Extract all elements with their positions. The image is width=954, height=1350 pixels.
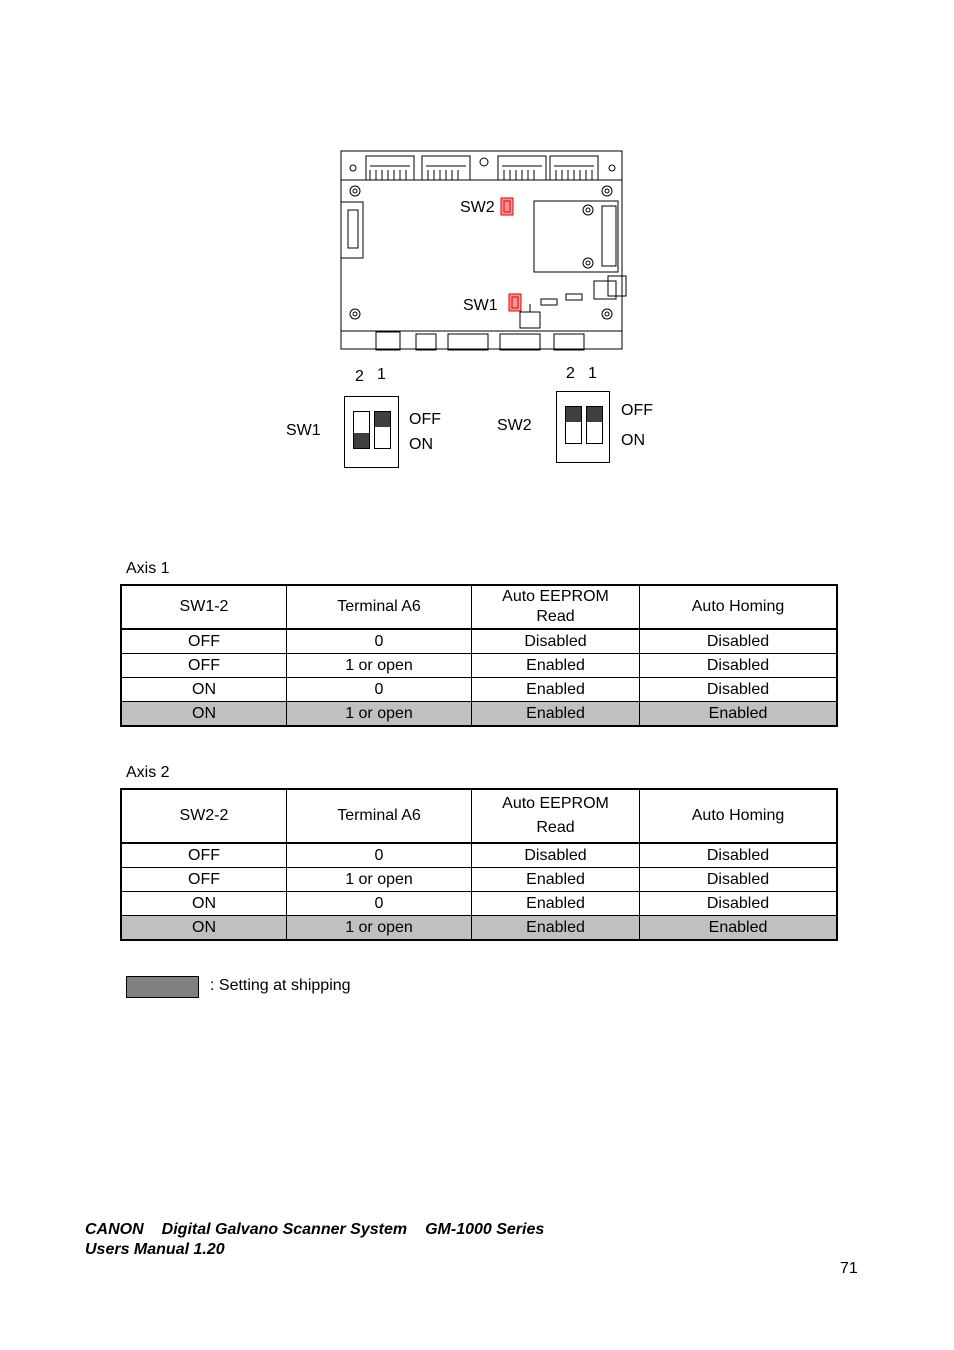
legend-text: : Setting at shipping — [210, 977, 351, 994]
sw2-slot-1 — [586, 406, 603, 444]
table-cell: 1 or open — [287, 916, 472, 941]
table-row — [121, 868, 837, 892]
table-row — [121, 892, 837, 916]
table-cell: ON — [121, 678, 287, 702]
sw1-dip-switch — [344, 396, 399, 468]
header-cell: Auto EEPROM Read — [472, 789, 640, 843]
sw2-position-2: 2 — [566, 365, 575, 382]
sw1-lever-2 — [354, 433, 369, 448]
table-cell: ON — [121, 916, 287, 941]
table-cell: OFF — [121, 629, 287, 654]
sw2-lever-1 — [587, 407, 602, 422]
sw1-on-label: ON — [409, 436, 433, 453]
sw1-label: SW1 — [286, 422, 321, 439]
footer-manual: Users Manual 1.20 — [85, 1241, 225, 1258]
axis2-caption: Axis 2 — [126, 764, 170, 781]
table-row — [121, 654, 837, 678]
sw2-label: SW2 — [497, 417, 532, 434]
axis1-caption: Axis 1 — [126, 560, 170, 577]
footer-title-line — [85, 1221, 544, 1239]
table-row-shipping-setting — [121, 916, 837, 941]
table-cell: Enabled — [472, 654, 640, 678]
table-cell: Disabled — [472, 843, 640, 868]
footer-series: GM-1000 Series — [425, 1221, 545, 1238]
table-cell: 0 — [287, 629, 472, 654]
header-cell: Auto Homing — [640, 585, 838, 629]
table-cell: Disabled — [640, 868, 838, 892]
sw1-highlight — [509, 294, 521, 311]
sw1-lever-1 — [375, 412, 390, 427]
footer-product: Digital Galvano Scanner System — [161, 1221, 408, 1238]
table-cell: ON — [121, 892, 287, 916]
header-cell: SW1-2 — [121, 585, 287, 629]
table-cell: 1 or open — [287, 868, 472, 892]
sw1-position-1: 1 — [377, 366, 386, 383]
table-cell: Disabled — [640, 678, 838, 702]
table-cell: Enabled — [640, 702, 838, 727]
table-cell: ON — [121, 702, 287, 727]
table-cell: Disabled — [472, 629, 640, 654]
header-cell: Auto EEPROM Read — [472, 585, 640, 629]
table-cell: 1 or open — [287, 654, 472, 678]
sw1-off-label: OFF — [409, 411, 441, 428]
table-cell: Disabled — [640, 654, 838, 678]
table-cell: Enabled — [472, 916, 640, 941]
table-cell: 1 or open — [287, 702, 472, 727]
footer-brand: CANON — [85, 1221, 144, 1238]
axis1-table — [120, 584, 838, 727]
table-row-shipping-setting — [121, 702, 837, 727]
sw1-slot-2 — [353, 411, 370, 449]
table-cell: OFF — [121, 654, 287, 678]
table-cell: Disabled — [640, 892, 838, 916]
table-cell: OFF — [121, 843, 287, 868]
table-cell: Disabled — [640, 843, 838, 868]
board-label-sw1: SW1 — [463, 297, 498, 314]
legend-swatch — [126, 976, 199, 998]
page-number: 71 — [840, 1260, 858, 1277]
sw1-slot-1 — [374, 411, 391, 449]
board-label-sw2: SW2 — [460, 199, 495, 216]
header-cell: SW2-2 — [121, 789, 287, 843]
table-cell: OFF — [121, 868, 287, 892]
axis2-table — [120, 788, 838, 941]
table-row — [121, 678, 837, 702]
table-row — [121, 629, 837, 654]
table-cell: Enabled — [472, 678, 640, 702]
table-cell: Enabled — [472, 702, 640, 727]
table-cell: 0 — [287, 843, 472, 868]
table-cell: Enabled — [472, 868, 640, 892]
table-cell: Enabled — [640, 916, 838, 941]
sw2-on-label: ON — [621, 432, 645, 449]
table-row — [121, 843, 837, 868]
board-diagram — [336, 146, 632, 356]
table-cell: Enabled — [472, 892, 640, 916]
sw1-position-2: 2 — [355, 368, 364, 385]
sw2-highlight — [501, 198, 513, 215]
sw2-dip-switch — [556, 391, 610, 463]
sw2-lever-2 — [566, 407, 581, 422]
header-cell: Terminal A6 — [287, 789, 472, 843]
header-cell: Auto Homing — [640, 789, 838, 843]
sw2-position-1: 1 — [588, 365, 597, 382]
table-header-row — [121, 585, 837, 629]
header-cell: Terminal A6 — [287, 585, 472, 629]
table-cell: Disabled — [640, 629, 838, 654]
sw2-slot-2 — [565, 406, 582, 444]
table-header-row — [121, 789, 837, 843]
table-cell: 0 — [287, 892, 472, 916]
table-cell: 0 — [287, 678, 472, 702]
sw2-off-label: OFF — [621, 402, 653, 419]
